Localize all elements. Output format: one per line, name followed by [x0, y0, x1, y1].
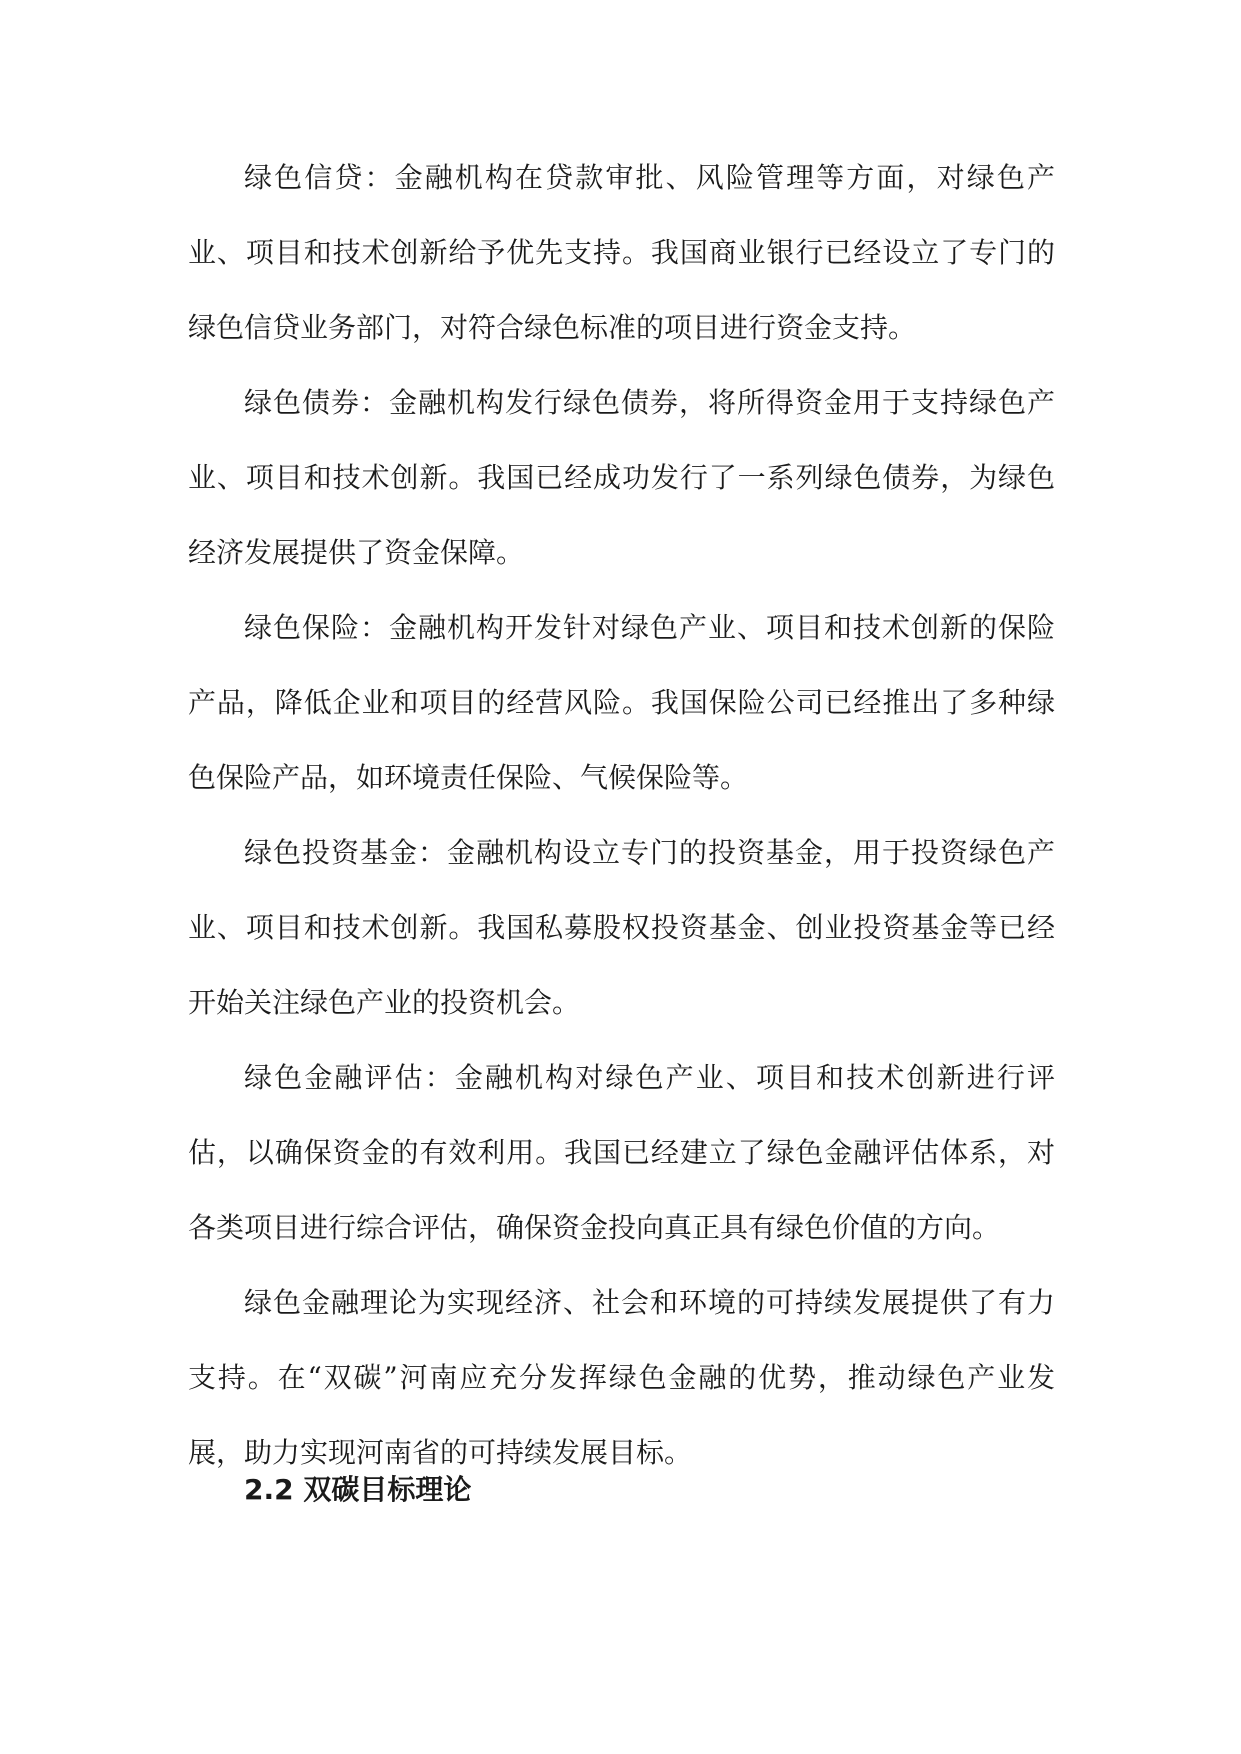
- paragraph-green-investment-fund: 绿色投资基金：金融机构设立专门的投资基金，用于投资绿色产业、项目和技术创新。我国私募股权投资基金、创业投资基金等已经开始关注绿色产业的投资机会。: [188, 836, 1055, 1019]
- paragraph-green-insurance: 绿色保险：金融机构开发针对绿色产业、项目和技术创新的保险产品，降低企业和项目的经营风险。我国保险公司已经推出了多种绿色保险产品，如环境责任保险、气候保险等。: [188, 611, 1055, 794]
- paragraph-green-credit: 绿色信贷：金融机构在贷款审批、风险管理等方面，对绿色产业、项目和技术创新给予优先支持。我国商业银行已经设立了专门的绿色信贷业务部门，对符合绿色标准的项目进行资金支持。: [188, 161, 1055, 344]
- section-heading: 2.2 双碳目标理论: [244, 1473, 472, 1506]
- paragraph-green-finance-summary: 绿色金融理论为实现经济、社会和环境的可持续发展提供了有力支持。在“双碳”河南应充分发挥绿色金融的优势，推动绿色产业发展，助力实现河南省的可持续发展目标。: [188, 1286, 1055, 1469]
- body-text: [188, 140, 1055, 1490]
- paragraph-green-bonds: 绿色债券：金融机构发行绿色债券，将所得资金用于支持绿色产业、项目和技术创新。我国已经成功发行了一系列绿色债券，为绿色经济发展提供了资金保障。: [188, 386, 1055, 569]
- paragraph-green-finance-assessment: 绿色金融评估：金融机构对绿色产业、项目和技术创新进行评估，以确保资金的有效利用。我国已经建立了绿色金融评估体系，对各类项目进行综合评估，确保资金投向真正具有绿色价值的方向。: [188, 1061, 1055, 1244]
